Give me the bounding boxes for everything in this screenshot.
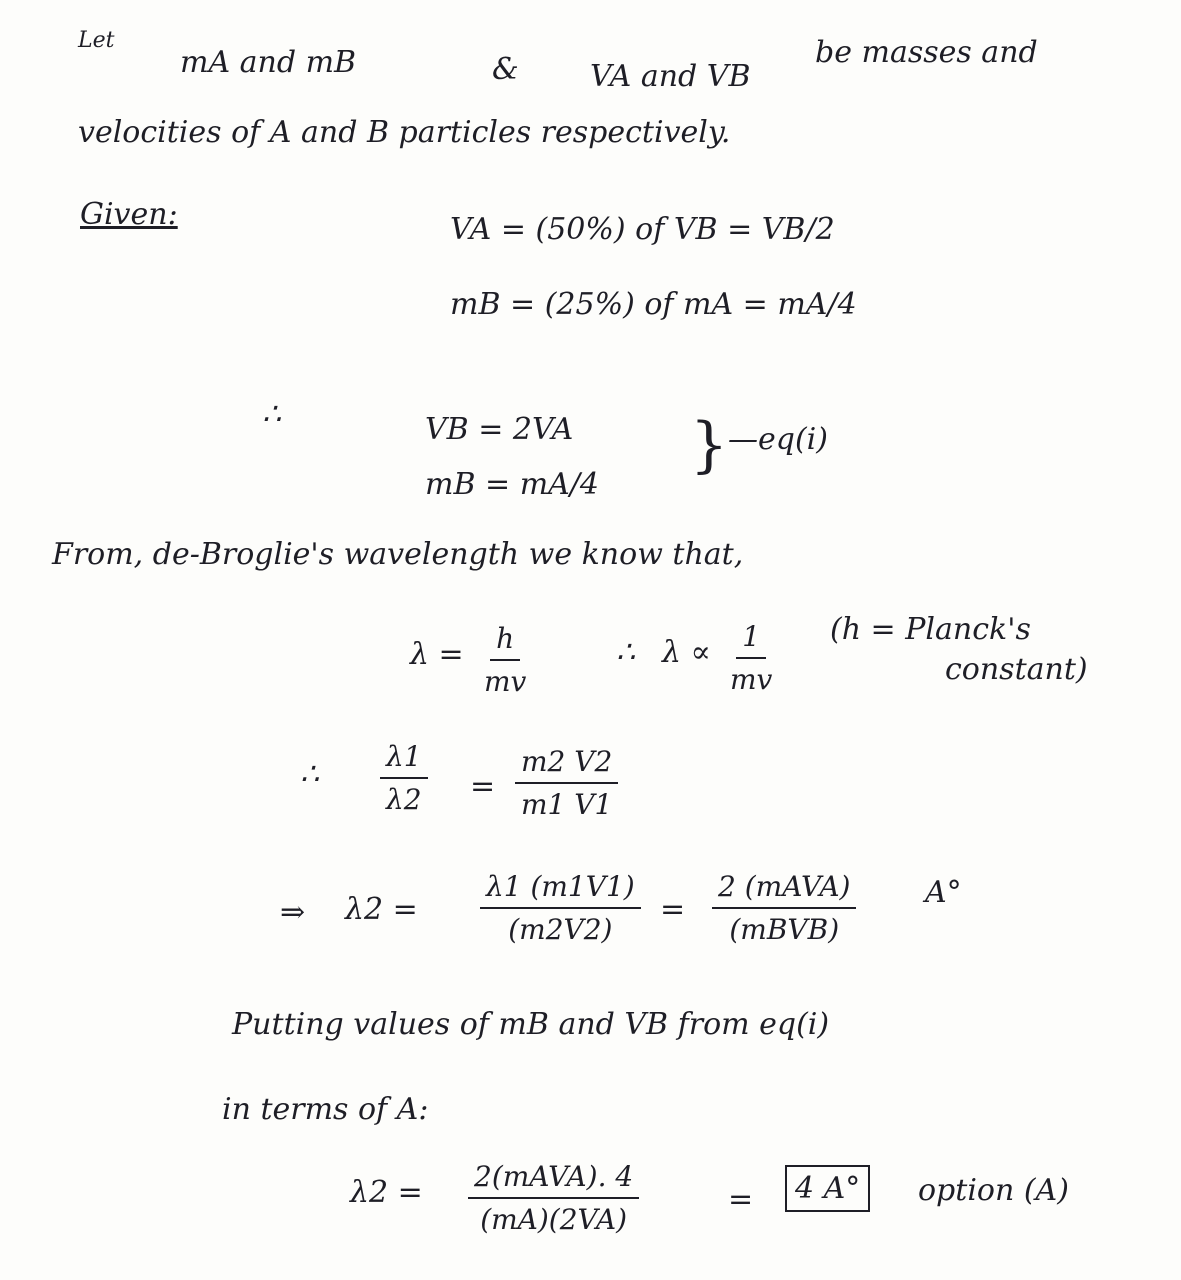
m2v2: m2 V2 — [515, 745, 618, 784]
solve-lambda2: λ2 = — [345, 892, 418, 927]
intro-masses: mA and mB — [180, 45, 357, 80]
solve-num1: λ1 (m1V1) — [480, 870, 641, 909]
final-den: (mA)(2VA) — [480, 1203, 628, 1236]
lambda-ratio — [380, 740, 428, 816]
solve-equals: = — [660, 892, 686, 927]
intro-velocities: VA and VB — [590, 59, 751, 94]
debroglie-therefore: ∴ — [616, 635, 636, 670]
solve-num2: 2 (mAVA) — [712, 870, 856, 909]
lambda1: λ1 — [380, 740, 428, 779]
solve-fraction-2 — [712, 870, 856, 946]
solve-fraction-1 — [480, 870, 641, 946]
therefore-brace: } — [690, 410, 729, 480]
intro-be-masses: be masses and — [815, 35, 1038, 70]
ratio-therefore: ∴ — [300, 757, 320, 792]
let-word: Let — [78, 28, 115, 53]
final-equals: = — [728, 1182, 754, 1217]
planck-constant: constant) — [945, 652, 1088, 687]
final-option: option (A) — [918, 1173, 1069, 1208]
ratio-equals: = — [470, 769, 496, 804]
mv-denominator: mv — [484, 665, 527, 698]
therefore-eq-label: —eq(i) — [728, 422, 828, 457]
putting-line1: Putting values of mB and VB from eq(i) — [232, 1007, 830, 1042]
one-numerator: 1 — [736, 620, 766, 659]
given-label: Given: — [80, 197, 178, 232]
given-eq1: VA = (50%) of VB = VB/2 — [450, 212, 835, 247]
lambda2: λ2 — [386, 783, 422, 816]
planck-note: (h = Planck's — [830, 612, 1031, 647]
one-over-mv — [730, 620, 772, 696]
given-eq2: mB = (25%) of mA = mA/4 — [450, 287, 857, 322]
m1v1: m1 V1 — [521, 788, 613, 821]
solve-den1: (m2V2) — [508, 913, 613, 946]
final-fraction — [468, 1160, 639, 1236]
lambda-equals: λ = — [410, 637, 464, 672]
lambda-proportional: λ ∝ — [662, 635, 711, 670]
solve-den2: (mBVB) — [729, 913, 840, 946]
implies-arrow: ⇒ — [280, 895, 306, 930]
debroglie-intro: From, de-Broglie's wavelength we know that, — [52, 537, 744, 572]
therefore-eq1: VB = 2VA — [425, 412, 574, 447]
final-answer-box: 4 A° — [785, 1165, 870, 1212]
solve-unit: A° — [925, 875, 962, 910]
intro-amp: & — [492, 52, 519, 87]
final-lambda2: λ2 = — [350, 1175, 423, 1210]
putting-line2: in terms of A: — [222, 1092, 429, 1127]
mv-denominator-2: mv — [730, 663, 773, 696]
h-over-mv — [484, 622, 526, 698]
therefore-symbol: ∴ — [262, 397, 282, 432]
intro-line2: velocities of A and B particles respectively. — [78, 115, 731, 150]
final-num: 2(mAVA). 4 — [468, 1160, 639, 1199]
mass-velocity-ratio — [515, 745, 618, 821]
therefore-eq2: mB = mA/4 — [425, 467, 600, 502]
h-numerator: h — [490, 622, 520, 661]
